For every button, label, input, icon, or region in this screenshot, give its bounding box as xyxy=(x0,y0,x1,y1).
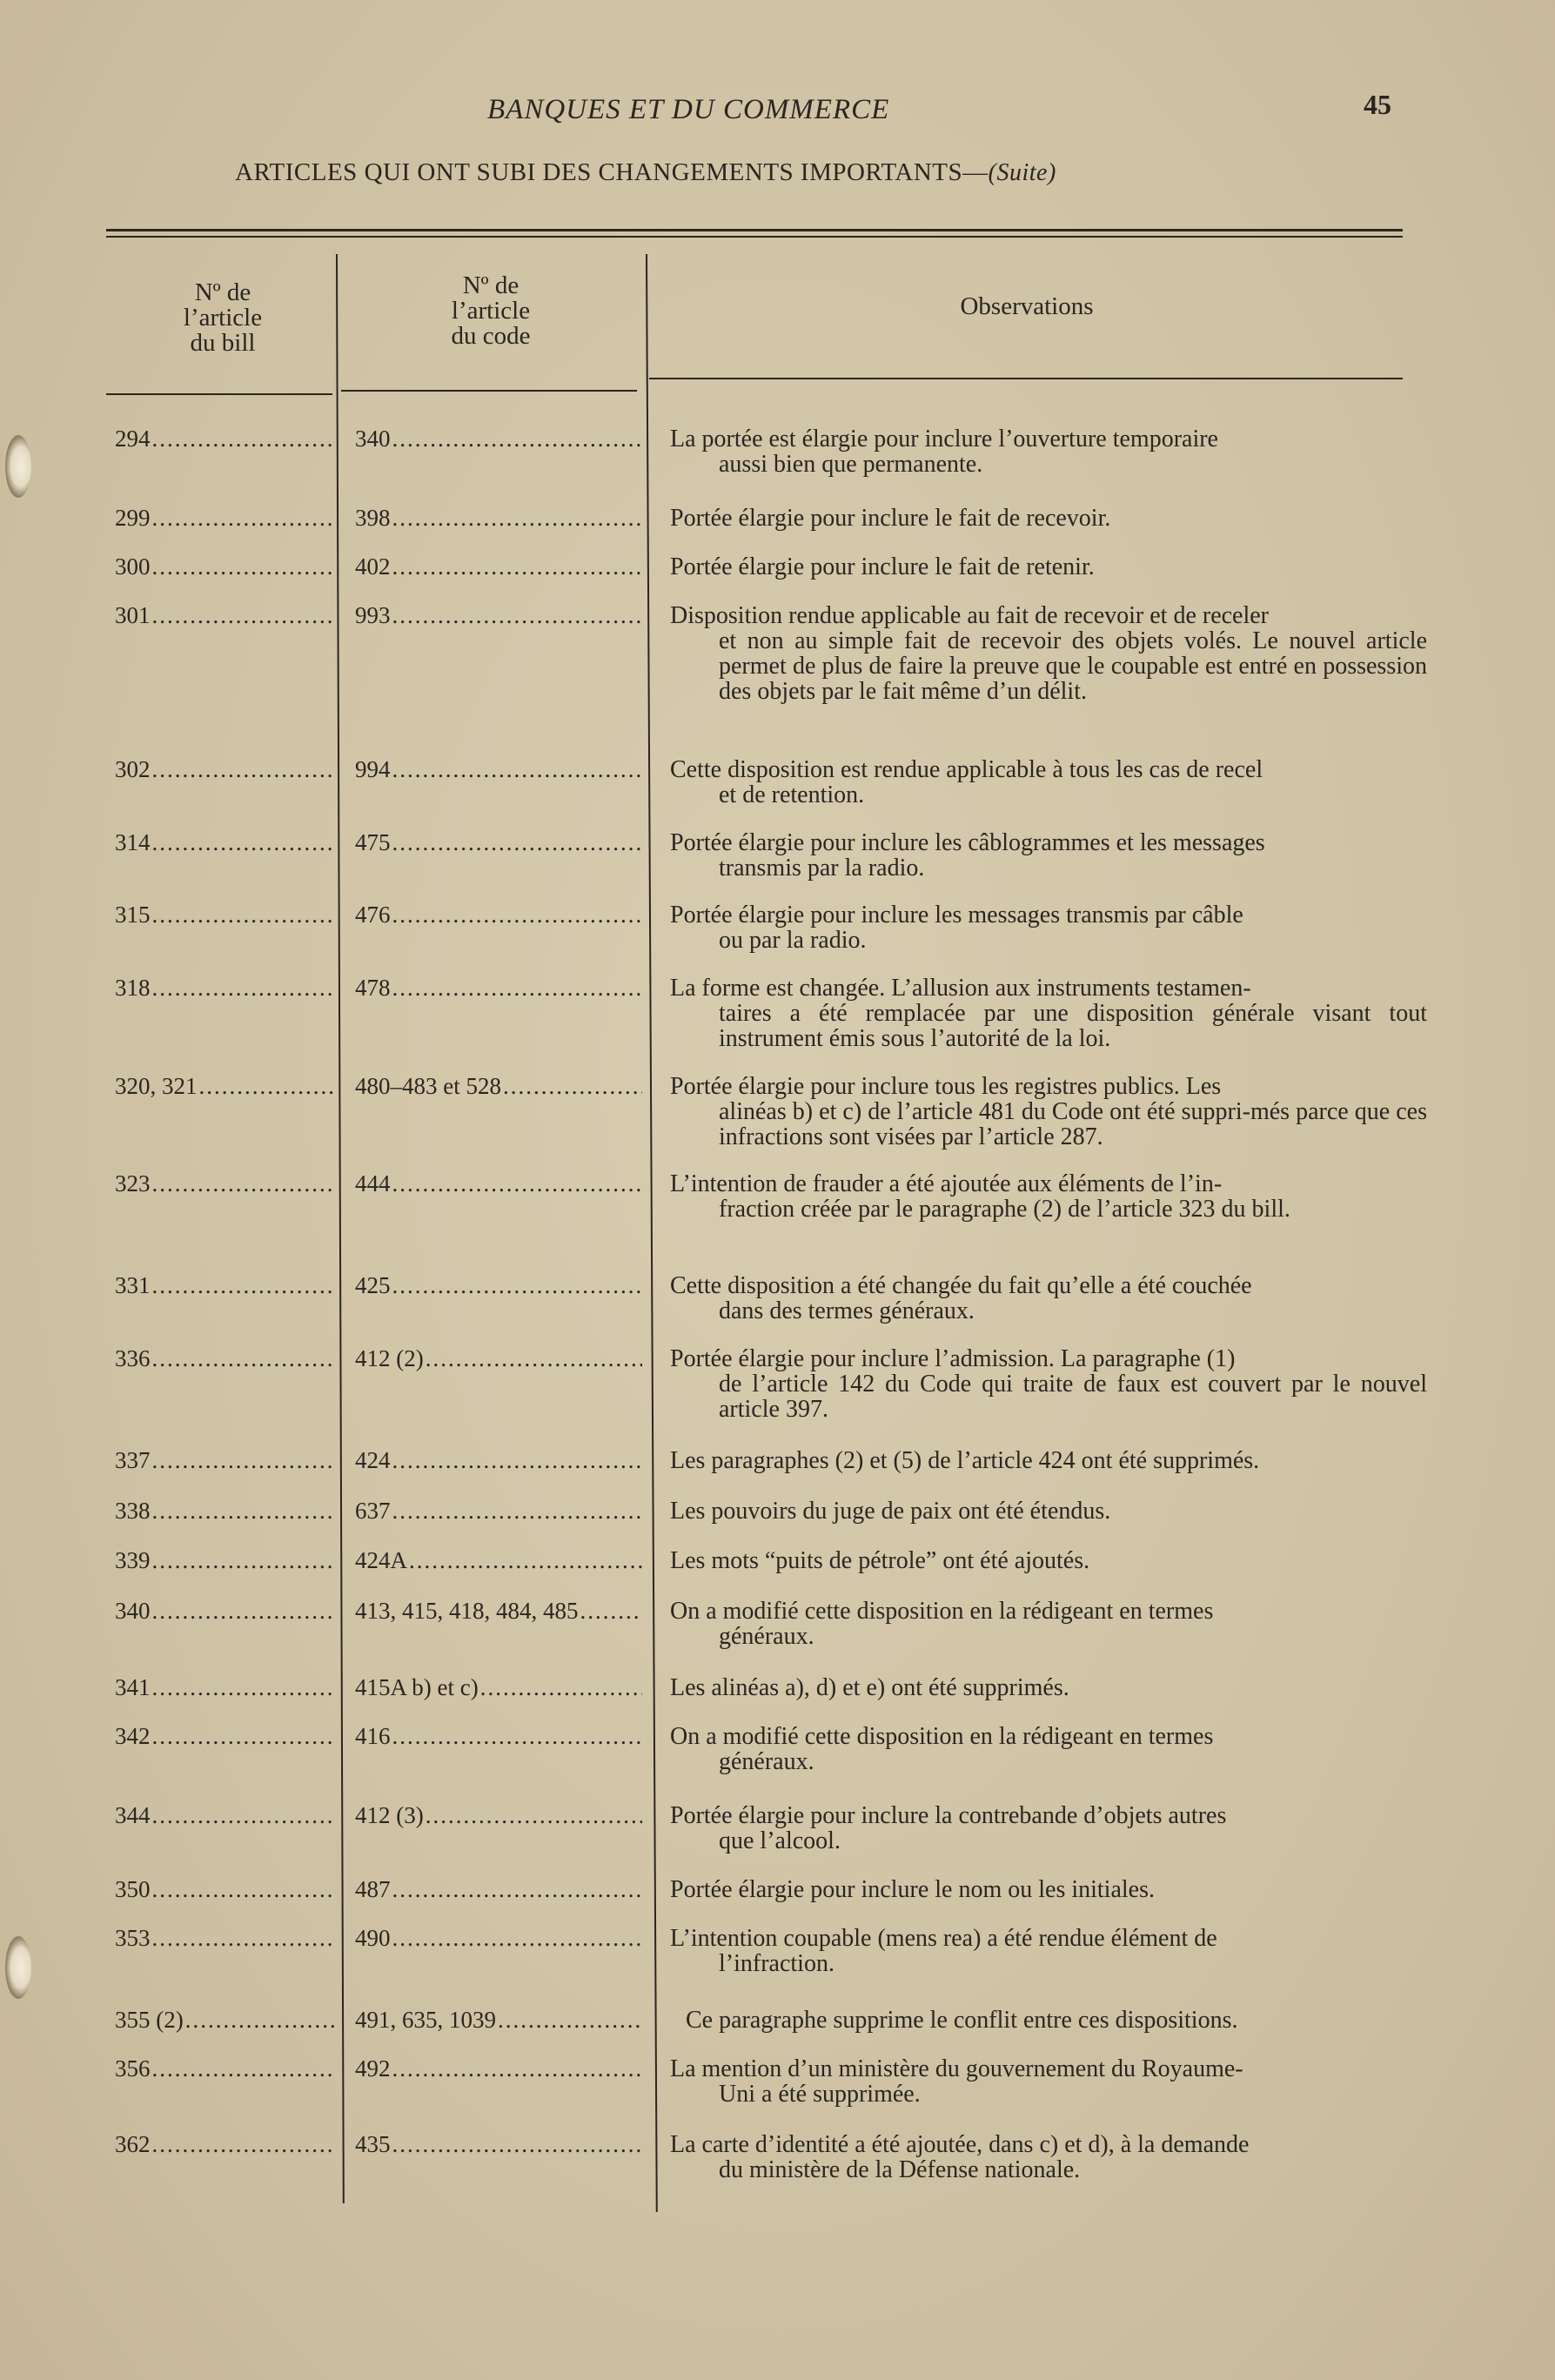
code-article-number: 435 xyxy=(355,2132,391,2157)
bill-article-number: 340 xyxy=(115,1599,151,1624)
observation-first-line: Cette disposition a été changée du fait qu’elle a été couchée xyxy=(670,1272,1252,1299)
leader-dots xyxy=(152,1171,335,1197)
code-article-number: 994 xyxy=(355,757,391,782)
code-article-number: 492 xyxy=(355,2056,391,2082)
observation-cell xyxy=(670,603,1427,704)
observation-cell xyxy=(670,1448,1427,1473)
observation-first-line: Portée élargie pour inclure les câblogrammes et les messages xyxy=(670,829,1265,856)
bill-article-cell xyxy=(115,1346,334,1371)
bill-article-cell xyxy=(115,1675,334,1700)
code-article-number: 475 xyxy=(355,830,391,855)
leader-dots xyxy=(426,1346,642,1371)
bill-article-number: 318 xyxy=(115,975,151,1001)
leader-dots xyxy=(152,1498,335,1524)
bill-article-cell xyxy=(115,1724,334,1749)
observation-continuation: taires a été remplacée par une disposition générale visant tout instrument émis sous l’autorité de la loi. xyxy=(719,1000,1427,1052)
observation-first-line: Ce paragraphe supprime le conflit entre ces dispositions. xyxy=(686,2007,1238,2034)
observation-first-line: Cette disposition est rendue applicable à tous les cas de recel xyxy=(670,756,1263,783)
header-rule xyxy=(649,378,1403,379)
observation-cell xyxy=(670,1171,1427,1222)
code-article-number: 413, 415, 418, 484, 485 xyxy=(355,1599,579,1624)
binding-hole xyxy=(5,1936,31,1999)
header-line: du bill xyxy=(190,329,256,357)
bill-article-cell xyxy=(115,2132,334,2157)
observation-first-line: La portée est élargie pour inclure l’ouverture temporaire xyxy=(670,426,1218,453)
leader-dots xyxy=(392,830,643,855)
observation-first-line: La mention d’un ministère du gouvernement du Royaume- xyxy=(670,2055,1243,2082)
observation-continuation: et de retention. xyxy=(719,781,865,808)
section-title-suffix: (Suite) xyxy=(988,159,1056,186)
observation-first-line: Disposition rendue applicable au fait de recevoir et de receler xyxy=(670,602,1270,629)
bill-article-number: 337 xyxy=(115,1448,151,1473)
header-line: du code xyxy=(451,322,531,350)
leader-dots xyxy=(152,1803,335,1828)
bill-article-cell xyxy=(115,975,334,1001)
leader-dots xyxy=(498,2008,642,2033)
leader-dots xyxy=(392,1273,643,1298)
bill-article-cell xyxy=(115,902,334,928)
code-article-cell xyxy=(355,1346,642,1371)
observation-cell xyxy=(670,1926,1427,1976)
leader-dots xyxy=(392,757,643,782)
leader-dots xyxy=(503,1074,642,1099)
bill-article-cell xyxy=(115,1926,334,1951)
bill-article-number: 299 xyxy=(115,506,151,531)
code-article-number: 425 xyxy=(355,1273,391,1298)
observation-first-line: Portée élargie pour inclure les messages transmis par câble xyxy=(670,902,1243,929)
code-article-number: 490 xyxy=(355,1926,391,1951)
observation-continuation: et non au simple fait de recevoir des objets volés. Le nouvel article permet de plus de faire la preuve que le coupable est entré en possession des objets par le fait même d’un délit. xyxy=(719,627,1427,705)
leader-dots xyxy=(152,757,335,782)
header-line: Nº de xyxy=(462,272,519,299)
observation-cell xyxy=(670,1346,1427,1422)
observation-cell xyxy=(670,1273,1427,1324)
column-header-observations xyxy=(896,294,1157,319)
leader-dots xyxy=(152,1599,335,1624)
bill-article-number: 315 xyxy=(115,902,151,928)
bill-article-number: 353 xyxy=(115,1926,151,1951)
binding-hole xyxy=(5,435,31,498)
bill-article-cell xyxy=(115,1448,334,1473)
code-article-cell xyxy=(355,603,642,628)
bill-article-number: 336 xyxy=(115,1346,151,1371)
leader-dots xyxy=(580,1599,643,1624)
bill-article-cell xyxy=(115,1273,334,1298)
bill-article-number: 301 xyxy=(115,603,151,628)
header-rule xyxy=(106,393,332,395)
top-rule xyxy=(106,236,1403,238)
code-article-cell xyxy=(355,2056,642,2082)
header-line: Nº de xyxy=(194,278,251,306)
page-number: 45 xyxy=(1364,89,1391,120)
code-article-number: 444 xyxy=(355,1171,391,1197)
header-rule xyxy=(341,390,637,392)
leader-dots xyxy=(152,2132,335,2157)
bill-article-number: 342 xyxy=(115,1724,151,1749)
bill-article-cell xyxy=(115,603,334,628)
leader-dots xyxy=(392,1171,643,1197)
column-header-bill xyxy=(153,280,292,356)
code-article-cell xyxy=(355,426,642,452)
column-header-code xyxy=(421,273,560,349)
code-article-cell xyxy=(355,1448,642,1473)
leader-dots xyxy=(152,1448,335,1473)
section-title xyxy=(235,158,1366,187)
observation-cell xyxy=(670,1675,1427,1700)
bill-article-cell xyxy=(115,426,334,452)
leader-dots xyxy=(392,1724,643,1749)
observation-cell xyxy=(670,830,1427,881)
observation-first-line: Portée élargie pour inclure le fait de retenir. xyxy=(670,553,1095,580)
bill-article-cell xyxy=(115,554,334,580)
code-article-number: 412 (2) xyxy=(355,1346,424,1371)
bill-article-number: 320, 321 xyxy=(115,1074,198,1099)
leader-dots xyxy=(152,2056,335,2082)
bill-article-cell xyxy=(115,757,334,782)
leader-dots xyxy=(152,1926,335,1951)
top-rule xyxy=(106,229,1403,231)
bill-article-cell xyxy=(115,1548,334,1573)
code-article-cell xyxy=(355,1599,642,1624)
code-article-cell xyxy=(355,1877,642,1902)
code-article-number: 398 xyxy=(355,506,391,531)
code-article-cell xyxy=(355,506,642,531)
observation-first-line: Portée élargie pour inclure la contrebande d’objets autres xyxy=(670,1802,1227,1829)
leader-dots xyxy=(392,1877,643,1902)
observation-first-line: Les paragraphes (2) et (5) de l’article 424 ont été supprimés. xyxy=(670,1447,1260,1474)
leader-dots xyxy=(152,1346,335,1371)
observation-first-line: Les alinéas a), d) et e) ont été supprimés. xyxy=(670,1674,1069,1701)
observation-cell xyxy=(670,2008,1443,2033)
leader-dots xyxy=(152,554,335,580)
leader-dots xyxy=(426,1803,642,1828)
observation-cell xyxy=(670,1074,1427,1150)
code-article-cell xyxy=(355,1724,642,1749)
header-line: Observations xyxy=(960,292,1094,320)
observation-continuation: que l’alcool. xyxy=(719,1827,841,1854)
observation-first-line: On a modifié cette disposition en la rédigeant en termes xyxy=(670,1598,1214,1625)
code-article-number: 480–483 et 528 xyxy=(355,1074,501,1099)
observation-first-line: Portée élargie pour inclure le fait de recevoir. xyxy=(670,505,1111,532)
bill-article-number: 302 xyxy=(115,757,151,782)
bill-article-number: 338 xyxy=(115,1498,151,1524)
bill-article-number: 341 xyxy=(115,1675,151,1700)
code-article-cell xyxy=(355,1074,642,1099)
header-line: l’article xyxy=(183,304,263,332)
bill-article-number: 323 xyxy=(115,1171,151,1197)
bill-article-cell xyxy=(115,506,334,531)
observation-cell xyxy=(670,506,1427,531)
observation-first-line: La forme est changée. L’allusion aux instruments testamen- xyxy=(670,975,1251,1002)
code-article-number: 415A b) et c) xyxy=(355,1675,479,1700)
observation-continuation: généraux. xyxy=(719,1623,814,1650)
observation-first-line: Les mots “puits de pétrole” ont été ajoutés. xyxy=(670,1547,1090,1574)
observation-continuation: généraux. xyxy=(719,1748,814,1775)
leader-dots xyxy=(152,1273,335,1298)
leader-dots xyxy=(392,554,643,580)
leader-dots xyxy=(392,506,643,531)
leader-dots xyxy=(152,506,335,531)
code-article-cell xyxy=(355,830,642,855)
bill-article-cell xyxy=(115,1803,334,1828)
leader-dots xyxy=(152,830,335,855)
code-article-cell xyxy=(355,1803,642,1828)
running-head: BANQUES ET DU COMMERCE xyxy=(487,94,890,125)
bill-article-number: 339 xyxy=(115,1548,151,1573)
code-article-cell xyxy=(355,1273,642,1298)
bill-article-number: 356 xyxy=(115,2056,151,2082)
code-article-number: 424A xyxy=(355,1548,407,1573)
bill-article-cell xyxy=(115,1171,334,1197)
code-article-cell xyxy=(355,757,642,782)
code-article-number: 424 xyxy=(355,1448,391,1473)
code-article-number: 476 xyxy=(355,902,391,928)
code-article-number: 416 xyxy=(355,1724,391,1749)
bill-article-cell xyxy=(115,1599,334,1624)
leader-dots xyxy=(392,1448,643,1473)
leader-dots xyxy=(152,426,335,452)
leader-dots xyxy=(152,1675,335,1700)
bill-article-cell xyxy=(115,830,334,855)
bill-article-number: 331 xyxy=(115,1273,151,1298)
observation-continuation: de l’article 142 du Code qui traite de faux est couvert par le nouvel article 397. xyxy=(719,1371,1427,1423)
code-article-cell xyxy=(355,975,642,1001)
leader-dots xyxy=(392,2132,643,2157)
observation-cell xyxy=(670,2056,1427,2107)
column-rule xyxy=(336,254,345,2203)
leader-dots xyxy=(152,1724,335,1749)
observation-continuation: fraction créée par le paragraphe (2) de l’article 323 du bill. xyxy=(719,1196,1290,1223)
leader-dots xyxy=(409,1548,642,1573)
observation-continuation: du ministère de la Défense nationale. xyxy=(719,2156,1081,2183)
code-article-cell xyxy=(355,2132,642,2157)
leader-dots xyxy=(392,1498,643,1524)
code-article-cell xyxy=(355,1171,642,1197)
code-article-number: 491, 635, 1039 xyxy=(355,2008,496,2033)
observation-cell xyxy=(670,2132,1427,2182)
code-article-number: 487 xyxy=(355,1877,391,1902)
leader-dots xyxy=(152,1548,335,1573)
observation-first-line: Les pouvoirs du juge de paix ont été étendus. xyxy=(670,1498,1111,1525)
code-article-number: 993 xyxy=(355,603,391,628)
observation-first-line: La carte d’identité a été ajoutée, dans c) et d), à la demande xyxy=(670,2131,1250,2158)
leader-dots xyxy=(392,1926,643,1951)
bill-article-number: 314 xyxy=(115,830,151,855)
bill-article-cell xyxy=(115,2056,334,2082)
code-article-cell xyxy=(355,2008,642,2033)
bill-article-cell xyxy=(115,1498,334,1524)
code-article-cell xyxy=(355,554,642,580)
code-article-cell xyxy=(355,902,642,928)
observation-first-line: Portée élargie pour inclure tous les registres publics. Les xyxy=(670,1073,1222,1100)
leader-dots xyxy=(392,426,643,452)
code-article-number: 340 xyxy=(355,426,391,452)
code-article-number: 402 xyxy=(355,554,391,580)
code-article-cell xyxy=(355,1675,642,1700)
observation-continuation: alinéas b) et c) de l’article 481 du Code ont été suppri-més parce que ces infractions sont visées par l’article 287. xyxy=(719,1098,1427,1150)
leader-dots xyxy=(392,902,643,928)
leader-dots xyxy=(185,2008,334,2033)
leader-dots xyxy=(392,975,643,1001)
bill-article-number: 362 xyxy=(115,2132,151,2157)
bill-article-number: 355 (2) xyxy=(115,2008,184,2033)
bill-article-number: 350 xyxy=(115,1877,151,1902)
bill-article-number: 300 xyxy=(115,554,151,580)
observation-cell xyxy=(670,1599,1427,1649)
observation-first-line: L’intention de frauder a été ajoutée aux éléments de l’in- xyxy=(670,1170,1223,1197)
observation-continuation: ou par la radio. xyxy=(719,927,867,954)
observation-first-line: Portée élargie pour inclure l’admission. La paragraphe (1) xyxy=(670,1345,1236,1372)
observation-continuation: l’infraction. xyxy=(719,1950,834,1977)
code-article-cell xyxy=(355,1926,642,1951)
leader-dots xyxy=(480,1675,642,1700)
code-article-number: 412 (3) xyxy=(355,1803,424,1828)
code-article-number: 478 xyxy=(355,975,391,1001)
observation-cell xyxy=(670,757,1427,808)
bill-article-cell xyxy=(115,2008,334,2033)
observation-continuation: aussi bien que permanente. xyxy=(719,451,983,478)
observation-continuation: dans des termes généraux. xyxy=(719,1297,975,1324)
bill-article-cell xyxy=(115,1877,334,1902)
leader-dots xyxy=(392,2056,643,2082)
observation-cell xyxy=(670,975,1427,1051)
column-rule xyxy=(646,254,658,2212)
observation-cell xyxy=(670,902,1427,953)
observation-first-line: L’intention coupable (mens rea) a été rendue élément de xyxy=(670,1925,1217,1952)
observation-first-line: On a modifié cette disposition en la rédigeant en termes xyxy=(670,1723,1214,1750)
leader-dots xyxy=(152,1877,335,1902)
observation-cell xyxy=(670,1803,1427,1854)
leader-dots xyxy=(152,975,335,1001)
leader-dots xyxy=(152,603,335,628)
observation-cell xyxy=(670,1498,1427,1524)
code-article-cell xyxy=(355,1548,642,1573)
bill-article-number: 294 xyxy=(115,426,151,452)
observation-continuation: Uni a été supprimée. xyxy=(719,2081,921,2108)
observation-cell xyxy=(670,426,1427,477)
observation-cell xyxy=(670,1877,1427,1902)
code-article-number: 637 xyxy=(355,1498,391,1524)
leader-dots xyxy=(392,603,643,628)
observation-cell xyxy=(670,554,1427,580)
bill-article-cell xyxy=(115,1074,334,1099)
leader-dots xyxy=(152,902,335,928)
code-article-cell xyxy=(355,1498,642,1524)
observation-cell xyxy=(670,1548,1427,1573)
leader-dots xyxy=(199,1074,335,1099)
section-title-text: ARTICLES QUI ONT SUBI DES CHANGEMENTS IMPORTANTS— xyxy=(235,158,989,186)
header-line: l’article xyxy=(451,297,531,325)
observation-cell xyxy=(670,1724,1427,1774)
observation-first-line: Portée élargie pour inclure le nom ou les initiales. xyxy=(670,1876,1155,1903)
observation-continuation: transmis par la radio. xyxy=(719,855,925,882)
bill-article-number: 344 xyxy=(115,1803,151,1828)
